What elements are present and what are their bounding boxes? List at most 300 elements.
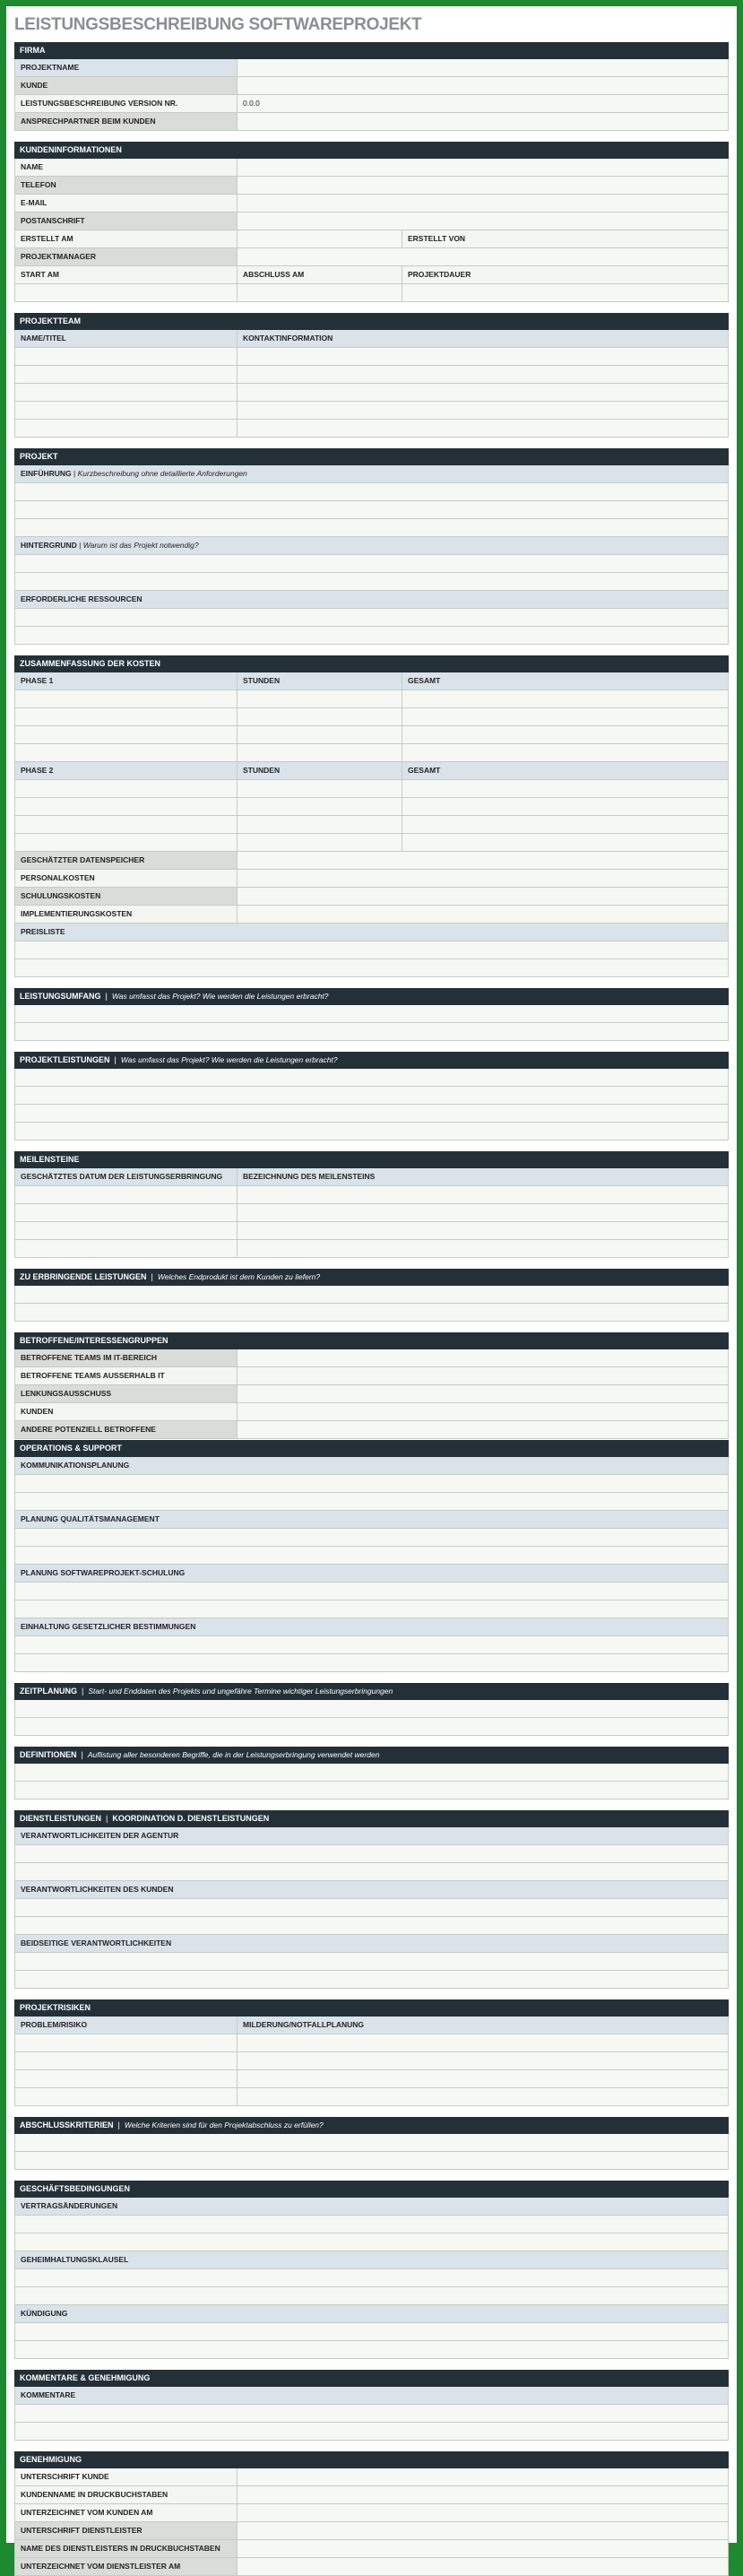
table-row <box>14 1636 729 1654</box>
field-input[interactable] <box>238 1349 728 1366</box>
separator: | <box>105 992 108 1001</box>
field-input[interactable] <box>238 888 728 905</box>
input-cell[interactable] <box>15 627 728 644</box>
input-cell[interactable] <box>238 420 728 437</box>
separator: | <box>117 2121 120 2129</box>
input-cell[interactable] <box>15 1583 728 1600</box>
field-label: UNTERZEICHNET VOM KUNDEN AM <box>15 2504 238 2521</box>
input-cell[interactable] <box>15 1186 238 1203</box>
input-cell[interactable] <box>15 1654 728 1671</box>
field-input[interactable] <box>238 212 728 230</box>
section-note: Welches Endprodukt ist dem Kunden zu liefern? <box>157 1272 321 1281</box>
input-cell[interactable] <box>15 1600 728 1618</box>
input-cell[interactable] <box>15 690 238 707</box>
section-title: GESCHÄFTSBEDINGUNGEN <box>20 2184 131 2193</box>
subheader <box>15 1881 728 1898</box>
section-note: Was umfasst das Projekt? Wie werden die Leistungen erbracht? <box>111 992 329 1001</box>
subheader <box>15 465 728 482</box>
input-cell[interactable] <box>15 1069 728 1086</box>
subheader-label: VERTRAGSÄNDERUNGEN <box>21 2201 118 2210</box>
table-row <box>14 1700 729 1718</box>
table-row <box>14 2233 729 2251</box>
spacer <box>14 1041 729 1052</box>
table-row <box>14 1069 729 1087</box>
table-row <box>14 1782 729 1800</box>
input-cell[interactable] <box>15 573 728 590</box>
field-input[interactable] <box>238 2504 728 2521</box>
input-cell[interactable] <box>15 1105 728 1122</box>
input-cell[interactable] <box>15 816 238 833</box>
section-title: KOMMENTARE & GENEHMIGUNG <box>20 2373 151 2382</box>
table-row <box>14 2558 729 2576</box>
subheader <box>15 924 728 941</box>
table-row <box>14 113 729 131</box>
input-cell[interactable] <box>15 1204 238 1221</box>
input-cell[interactable] <box>15 834 238 851</box>
input-cell[interactable] <box>15 1087 728 1104</box>
input-cell[interactable] <box>15 402 238 419</box>
field-label: SCHULUNGSKOSTEN <box>15 888 238 905</box>
field-label: KUNDEN <box>15 1403 238 1420</box>
input-cell[interactable] <box>15 1286 728 1303</box>
input-cell[interactable] <box>238 2070 728 2087</box>
field-input[interactable] <box>238 2486 728 2503</box>
field-input[interactable] <box>238 77 728 94</box>
input-cell[interactable] <box>15 1547 728 1564</box>
field-input[interactable] <box>238 2558 728 2575</box>
table-row <box>14 744 729 762</box>
subheader-label: HINTERGRUND <box>21 541 77 550</box>
separator: | <box>114 1055 117 1064</box>
input-cell[interactable] <box>15 1718 728 1735</box>
input-cell[interactable] <box>15 2341 728 2358</box>
input-cell[interactable] <box>15 1475 728 1492</box>
section-title: ZEITPLANUNG <box>20 1687 77 1696</box>
input-cell[interactable] <box>15 1304 728 1321</box>
form-content <box>14 42 729 2576</box>
subheader-row <box>14 1618 729 1636</box>
table-row <box>14 284 729 302</box>
input-cell[interactable] <box>238 1204 728 1221</box>
section-title-secondary: KOORDINATION D. DIENSTLEISTUNGEN <box>112 1814 270 1823</box>
table-row <box>14 1304 729 1322</box>
table-row <box>14 420 729 438</box>
section-note: Start- und Enddaten des Projekts und ungefähre Termine wichtiger Leistungserbringungen <box>88 1687 393 1696</box>
input-cell[interactable] <box>238 348 728 365</box>
field-input[interactable] <box>238 2540 728 2557</box>
table-row <box>14 1583 729 1600</box>
table-row <box>14 834 729 852</box>
subheader-row <box>14 537 729 555</box>
table-row <box>14 483 729 501</box>
section-header <box>14 448 729 465</box>
subheader <box>15 1827 728 1844</box>
field-label: PERSONALKOSTEN <box>15 870 238 887</box>
input-cell[interactable] <box>238 2034 728 2051</box>
input-cell[interactable] <box>402 798 728 815</box>
input-cell[interactable] <box>238 2088 728 2105</box>
subheader-label: KOMMUNIKATIONSPLANUNG <box>21 1461 130 1470</box>
field-input[interactable] <box>238 870 728 887</box>
field-label: IMPLEMENTIERUNGSKOSTEN <box>15 906 238 923</box>
field-input[interactable] <box>238 195 728 212</box>
spacer <box>14 2441 729 2451</box>
input-cell[interactable] <box>402 690 728 707</box>
field-input[interactable] <box>238 1403 728 1420</box>
field-input[interactable] <box>238 177 728 194</box>
input-cell[interactable] <box>15 555 728 572</box>
table-row <box>14 2423 729 2441</box>
section-header <box>14 1269 729 1286</box>
subheader-label: PLANUNG SOFTWAREPROJEKT-SCHULUNG <box>21 1568 186 1577</box>
input-cell[interactable] <box>15 519 728 536</box>
input-cell[interactable] <box>15 2323 728 2340</box>
table-row <box>14 1917 729 1935</box>
table-row <box>14 2504 729 2522</box>
input-cell[interactable] <box>15 1899 728 1916</box>
field-label: KUNDENNAME IN DRUCKBUCHSTABEN <box>15 2486 238 2503</box>
field-label: PROJEKTDAUER <box>402 266 728 283</box>
table-row <box>14 2468 729 2486</box>
subheader-note: Warum ist das Projekt notwendig? <box>82 541 199 550</box>
subheader <box>15 1618 728 1635</box>
section-title: OPERATIONS & SUPPORT <box>20 1444 122 1453</box>
field-input[interactable] <box>238 1367 728 1384</box>
input-cell[interactable] <box>15 1529 728 1546</box>
column-header: STUNDEN <box>238 672 402 690</box>
table-row <box>14 2134 729 2152</box>
input-cell[interactable] <box>238 1240 728 1257</box>
input-cell[interactable] <box>15 2152 728 2169</box>
column-header: STUNDEN <box>238 762 402 779</box>
input-cell[interactable] <box>15 959 728 976</box>
section-header <box>14 1052 729 1069</box>
field-label: PROJEKTMANAGER <box>15 248 238 265</box>
section-title: PROJEKTLEISTUNGEN <box>20 1055 110 1064</box>
input-cell[interactable] <box>15 1005 728 1022</box>
field-input[interactable] <box>238 1421 728 1438</box>
field-label: TELEFON <box>15 177 238 194</box>
table-row <box>14 177 729 195</box>
spacer <box>14 1989 729 1999</box>
input-cell[interactable] <box>15 1222 238 1239</box>
input-cell[interactable] <box>15 1917 728 1934</box>
input-cell[interactable] <box>15 2269 728 2286</box>
input-cell[interactable] <box>15 2052 238 2069</box>
section-title: LEISTUNGSUMFANG <box>20 992 101 1001</box>
table-row <box>14 2522 729 2540</box>
table-row <box>14 780 729 798</box>
input-cell[interactable] <box>238 284 402 301</box>
table-row <box>14 1403 729 1421</box>
input-cell[interactable] <box>15 798 238 815</box>
input-cell[interactable] <box>238 744 402 761</box>
input-cell[interactable] <box>402 708 728 725</box>
table-row <box>14 1204 729 1222</box>
input-cell[interactable] <box>15 609 728 626</box>
input-cell[interactable] <box>15 1023 728 1040</box>
input-cell[interactable] <box>15 1971 728 1988</box>
subheader <box>15 1511 728 1528</box>
table-row <box>14 1718 729 1736</box>
input-cell[interactable] <box>15 384 238 401</box>
field-label: LEISTUNGSBESCHREIBUNG VERSION NR. <box>15 95 238 112</box>
input-cell[interactable] <box>15 483 728 500</box>
table-row <box>14 2269 729 2287</box>
subheader-note: Kurzbeschreibung ohne detaillierte Anforderungen <box>77 469 247 478</box>
input-cell[interactable] <box>238 690 402 707</box>
input-cell[interactable] <box>15 1845 728 1862</box>
table-row <box>14 1087 729 1105</box>
section-header <box>14 2181 729 2198</box>
field-label: E-MAIL <box>15 195 238 212</box>
subheader-label: GEHEIMHALTUNGSKLAUSEL <box>21 2255 129 2264</box>
section-header <box>14 1440 729 1457</box>
field-label: KUNDE <box>15 77 238 94</box>
table-row <box>14 708 729 726</box>
field-label: BETROFFENE TEAMS AUSSERHALB IT <box>15 1367 238 1384</box>
separator: | <box>106 1814 108 1823</box>
input-cell[interactable] <box>238 798 402 815</box>
spacer <box>14 1141 729 1151</box>
table-row <box>14 2052 729 2070</box>
subheader-label: VERANTWORTLICHKEITEN DER AGENTUR <box>21 1831 179 1840</box>
input-cell[interactable] <box>15 708 238 725</box>
subheader-label: KOMMENTARE <box>21 2390 76 2399</box>
input-cell[interactable] <box>402 780 728 797</box>
spacer <box>14 438 729 448</box>
input-cell[interactable] <box>238 708 402 725</box>
table-row <box>14 2070 729 2088</box>
subheader-row <box>14 2387 729 2405</box>
subheader-row <box>14 924 729 941</box>
table-row <box>14 1240 729 1258</box>
section-title: ZUSAMMENFASSUNG DER KOSTEN <box>20 659 161 668</box>
input-cell[interactable] <box>15 744 238 761</box>
table-row <box>14 519 729 537</box>
section-header <box>14 1747 729 1764</box>
table-row <box>14 906 729 924</box>
input-cell[interactable] <box>15 1953 728 1970</box>
field-label: UNTERZEICHNET VOM DIENSTLEISTER AM <box>15 2558 238 2575</box>
subheader <box>15 537 728 554</box>
section-title: ZU ERBRINGENDE LEISTUNGEN <box>20 1272 147 1281</box>
separator: | <box>82 1687 84 1696</box>
section-title: ABSCHLUSSKRITERIEN <box>20 2121 114 2129</box>
table-row <box>14 2152 729 2170</box>
table-row <box>14 1845 729 1863</box>
input-cell[interactable] <box>15 2034 238 2051</box>
field-input[interactable] <box>238 852 728 869</box>
subheader <box>15 1565 728 1582</box>
subheader-label: EINFÜHRUNG <box>21 469 72 478</box>
input-cell[interactable] <box>15 1863 728 1880</box>
input-cell[interactable] <box>15 366 238 383</box>
input-cell[interactable] <box>15 2216 728 2233</box>
table-row <box>14 1023 729 1041</box>
subheader-label: EINHALTUNG GESETZLICHER BESTIMMUNGEN <box>21 1622 196 1631</box>
table-row <box>14 2287 729 2305</box>
field-label: BETROFFENE TEAMS IM IT-BEREICH <box>15 1349 238 1366</box>
subheader <box>15 2305 728 2322</box>
table-row <box>14 627 729 645</box>
input-cell[interactable] <box>15 2405 728 2422</box>
field-input[interactable] <box>238 59 728 76</box>
input-cell[interactable] <box>15 501 728 518</box>
input-cell[interactable] <box>238 1222 728 1239</box>
input-cell[interactable] <box>15 941 728 958</box>
subheader-row <box>14 1935 729 1953</box>
input-cell[interactable] <box>15 1782 728 1799</box>
spacer <box>14 1322 729 1332</box>
spacer <box>14 1736 729 1747</box>
section-title: PROJEKT <box>20 452 58 461</box>
subheader-row <box>14 2305 729 2323</box>
table-row <box>14 726 729 744</box>
table-row <box>14 816 729 834</box>
table-row <box>14 1475 729 1493</box>
table-row <box>14 195 729 212</box>
input-cell[interactable] <box>238 402 728 419</box>
table-row <box>14 2017 729 2034</box>
table-row <box>14 248 729 266</box>
table-row <box>14 1005 729 1023</box>
table-row <box>14 230 729 248</box>
section-note: Welche Kriterien sind für den Projektabschluss zu erfüllen? <box>124 2121 324 2129</box>
input-cell[interactable] <box>15 1240 238 1257</box>
input-cell[interactable] <box>402 744 728 761</box>
input-cell[interactable] <box>15 726 238 743</box>
section-header <box>14 1151 729 1168</box>
input-cell[interactable] <box>15 2088 238 2105</box>
input-cell[interactable] <box>238 726 402 743</box>
section-header <box>14 655 729 672</box>
field-input[interactable] <box>238 906 728 923</box>
input-cell[interactable] <box>15 420 238 437</box>
column-header: PHASE 1 <box>15 672 238 690</box>
input-cell[interactable] <box>15 2233 728 2251</box>
table-row <box>14 212 729 230</box>
subheader-row <box>14 1881 729 1899</box>
table-row <box>14 1286 729 1304</box>
table-row <box>14 1168 729 1186</box>
input-cell[interactable] <box>15 780 238 797</box>
input-cell[interactable] <box>15 1636 728 1653</box>
separator: | <box>76 541 83 550</box>
table-row <box>14 77 729 95</box>
subheader <box>15 2198 728 2215</box>
field-input[interactable] <box>238 159 728 176</box>
input-cell[interactable] <box>15 1700 728 1717</box>
table-row <box>14 888 729 906</box>
input-cell[interactable] <box>15 1764 728 1781</box>
table-row <box>14 2486 729 2504</box>
table-row <box>14 1222 729 1240</box>
subheader-row <box>14 2198 729 2216</box>
input-cell[interactable] <box>238 834 402 851</box>
table-row <box>14 501 729 519</box>
subheader <box>15 2387 728 2404</box>
input-cell[interactable] <box>238 780 402 797</box>
table-row <box>14 1349 729 1367</box>
column-header: PHASE 2 <box>15 762 238 779</box>
table-row <box>14 159 729 177</box>
input-cell[interactable] <box>15 2423 728 2440</box>
table-row <box>14 1547 729 1565</box>
section-header <box>14 42 729 59</box>
subheader-label: BEIDSEITIGE VERANTWORTLICHKEITEN <box>21 1939 172 1947</box>
field-label: PROJEKTNAME <box>15 59 238 76</box>
input-cell[interactable] <box>15 2287 728 2304</box>
input-cell[interactable] <box>238 2052 728 2069</box>
table-row <box>14 348 729 366</box>
input-cell[interactable] <box>15 1123 728 1140</box>
input-cell[interactable] <box>15 1493 728 1510</box>
section-header <box>14 1683 729 1700</box>
table-row <box>14 266 729 284</box>
section-header <box>14 1332 729 1349</box>
input-cell[interactable] <box>15 284 238 301</box>
input-cell[interactable] <box>15 2070 238 2087</box>
section-note: Was umfasst das Projekt? Wie werden die Leistungen erbracht? <box>120 1055 338 1064</box>
column-header: GESAMT <box>402 762 728 779</box>
spacer <box>14 977 729 988</box>
field-input[interactable] <box>238 2468 728 2485</box>
section-header <box>14 988 729 1005</box>
field-input[interactable] <box>238 1385 728 1402</box>
table-row <box>14 609 729 627</box>
input-cell[interactable] <box>238 1186 728 1203</box>
subheader-row <box>14 1565 729 1583</box>
field-input[interactable] <box>238 230 402 247</box>
separator: | <box>71 469 78 478</box>
table-row <box>14 1421 729 1439</box>
input-cell[interactable] <box>238 384 728 401</box>
section-title: DEFINITIONEN <box>20 1750 77 1759</box>
input-cell[interactable] <box>15 348 238 365</box>
table-row <box>14 1971 729 1989</box>
spacer <box>14 645 729 655</box>
input-cell[interactable] <box>15 2134 728 2151</box>
input-cell[interactable] <box>402 816 728 833</box>
spacer <box>14 2359 729 2370</box>
input-cell[interactable] <box>402 284 728 301</box>
spacer <box>14 1258 729 1269</box>
separator: | <box>151 1272 153 1281</box>
column-header: KONTAKTINFORMATION <box>238 330 728 347</box>
input-cell[interactable] <box>402 726 728 743</box>
table-row <box>14 1186 729 1204</box>
table-row <box>14 870 729 888</box>
section-title: KUNDENINFORMATIONEN <box>20 145 122 154</box>
field-input[interactable]: 0.0.0 <box>238 95 728 112</box>
subheader-row <box>14 1457 729 1475</box>
table-row <box>14 573 729 591</box>
section-header <box>14 142 729 159</box>
field-input[interactable] <box>238 2522 728 2539</box>
field-input[interactable] <box>238 113 728 130</box>
field-input[interactable] <box>238 248 728 265</box>
table-row <box>14 959 729 977</box>
input-cell[interactable] <box>402 834 728 851</box>
table-row <box>14 1123 729 1141</box>
table-row <box>14 2034 729 2052</box>
table-row <box>14 1764 729 1782</box>
input-cell[interactable] <box>238 816 402 833</box>
input-cell[interactable] <box>238 366 728 383</box>
table-row <box>14 2341 729 2359</box>
table-row <box>14 2323 729 2341</box>
